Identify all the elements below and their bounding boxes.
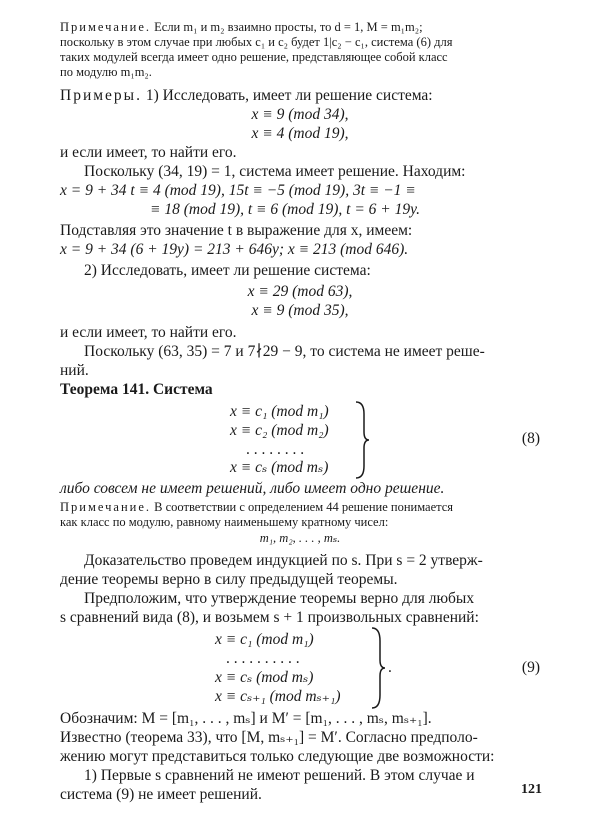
system1-eq2: x ≡ 4 (mod 19), [251,125,349,142]
system8-dots: . . . . . . . . [246,441,305,458]
text-line: и если имеет, то найти его. [60,324,237,341]
system8-eq3: x ≡ cₛ (mod mₛ) [230,459,329,476]
theorem-heading: Теорема 141. Система [60,381,213,398]
system8-eq1: x ≡ c₁ (mod m₁) [230,403,329,420]
note2-line-3: m₁, m₂, . . . , mₛ. [259,531,341,545]
proof-line: s сравнений вида (8), и возьмем s + 1 произвольных сравнений: [60,609,479,626]
text-line: ний. [60,362,89,379]
formula-line: x = 9 + 34 t ≡ 4 (mod 19), 15t ≡ −5 (mod 19), 3t ≡ −1 ≡ [60,182,416,199]
note-line-2: поскольку в этом случае при любых c₁ и c₂ будет 1|c₂ − c₁, система (6) для [60,35,453,49]
system8-eq2: x ≡ c₂ (mod m₂) [230,422,329,439]
note2-line-2: как класс по модулю, равному наименьшему кратному чисел: [60,515,389,529]
text-line: 1) Первые s сравнений не имеют решений. В этом случае и [84,767,475,784]
system2-eq1: x ≡ 29 (mod 63), [247,283,353,300]
trailing-period: . [388,659,392,676]
right-brace [354,400,370,480]
text-line: Известно (теорема 33), что [M, mₛ₊₁] = M′. Согласно предполо- [60,729,478,746]
text-line: жению могут представиться только следующие две возможности: [60,748,495,765]
examples-heading: Примеры. 1) Исследовать, имеет ли решение система: [60,87,433,104]
text-line: и если имеет, то найти его. [60,144,237,161]
system9-dots: . . . . . . . . . . [226,650,300,667]
proof-line: Предположим, что утверждение теоремы верно для любых [84,590,475,607]
text-line: система (9) не имеет решений. [60,786,262,803]
system2-eq2: x ≡ 9 (mod 35), [251,302,349,319]
proof-line: Доказательство проведем индукцией по s. При s = 2 утверж- [84,552,483,569]
system9-eq1: x ≡ c₁ (mod m₁) [215,631,314,648]
note-line-1: Примечание. Если m₁ и m₂ взаимно просты, то d = 1, M = m₁m₂; [60,20,423,34]
system9-eq3: x ≡ cₛ₊₁ (mod mₛ₊₁) [215,688,341,705]
text-line: Обозначим: M = [m₁, . . . , mₛ] и M′ = [m₁, . . . , mₛ, mₛ₊₁]. [60,710,432,727]
note-line-3: таких модулей всегда имеет одно решение, представляющее собой класс [60,50,448,64]
page-number: 121 [521,782,542,797]
text-line: 2) Исследовать, имеет ли решение система: [84,262,371,279]
formula-line: ≡ 18 (mod 19), t ≡ 6 (mod 19), t = 6 + 19y. [150,201,421,218]
text-line: Поскольку (34, 19) = 1, система имеет решение. Находим: [84,163,466,180]
system9-eq2: x ≡ cₛ (mod mₛ) [215,669,314,686]
equation-number-8: (8) [521,430,540,447]
formula-line: x = 9 + 34 (6 + 19y) = 213 + 646y; x ≡ 213 (mod 646). [60,241,409,258]
text-line: Подставляя это значение t в выражение для x, имеем: [60,222,413,239]
equation-number-9: (9) [521,659,540,676]
system1-eq1: x ≡ 9 (mod 34), [251,106,349,123]
proof-line: дение теоремы верно в силу предыдущей теоремы. [60,571,398,588]
note-line-4: по модулю m₁m₂. [60,65,152,79]
text-line: Поскольку (63, 35) = 7 и 7∤29 − 9, то система не имеет реше- [84,343,485,360]
note2-line-1: Примечание. В соответствии с определением 44 решение понимается [60,500,454,514]
right-brace [370,626,386,710]
theorem-statement: либо совсем не имеет решений, либо имеет одно решение. [60,480,445,497]
